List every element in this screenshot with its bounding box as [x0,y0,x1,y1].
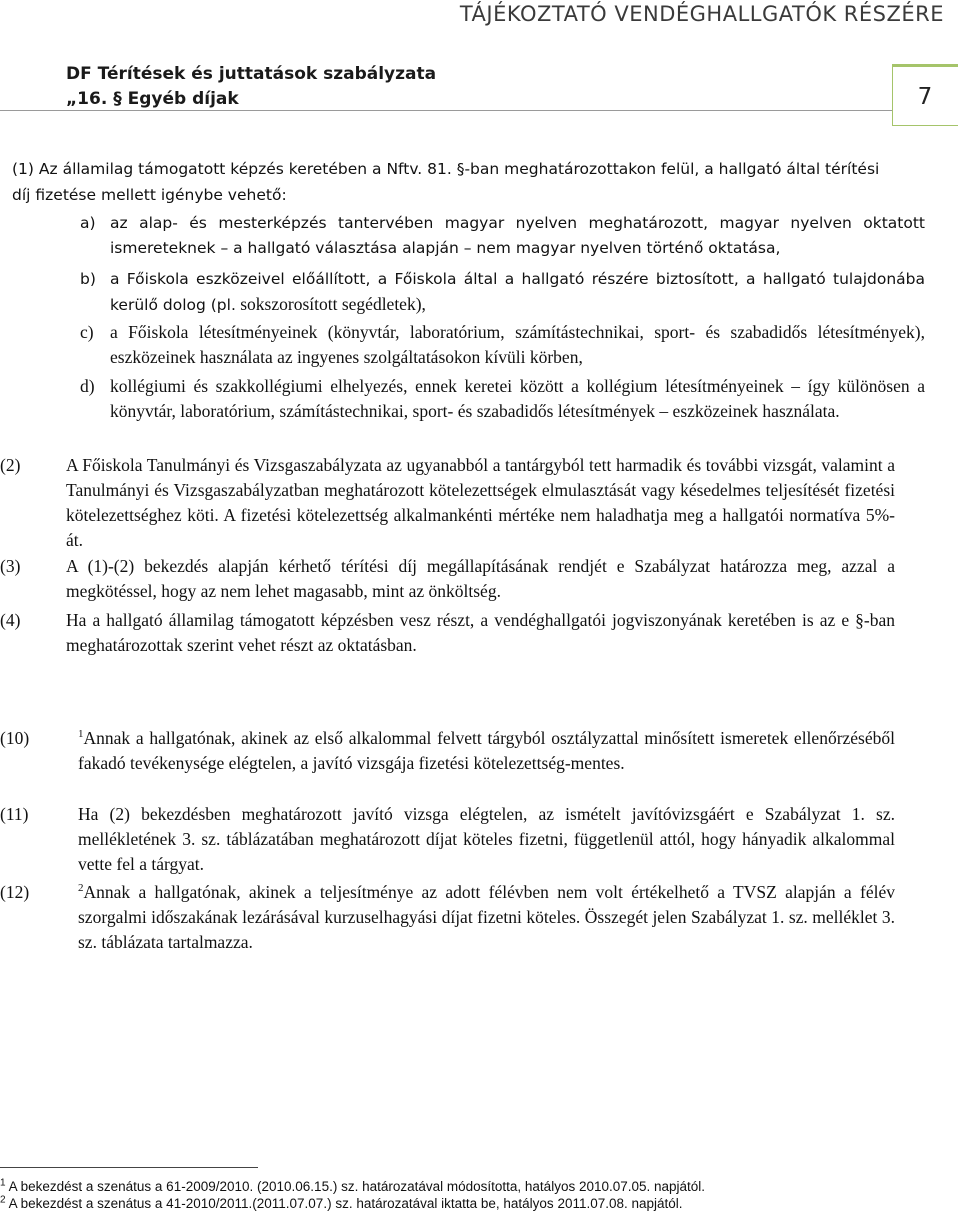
paragraph-4 [0,608,895,658]
footnote-ref-2[interactable]: 2 [78,882,84,895]
list-item-text: a Főiskola eszközeivel előállított, a Főiskola által a hallgató részére biztosított, a hallgató tulajdonába kerülő dolog (pl. [110,270,925,314]
paragraph-text: Ha a hallgató államilag támogatott képzésben vesz részt, a vendéghallgatói jogviszonyának keretében is az e §-ban meghatározottak szerint vehet részt az oktatásban. [66,610,895,655]
paragraph-text: A Főiskola Tanulmányi és Vizsgaszabályzata az ugyanabból a tantárgyból tett harmadik és további vizsgát, valamint a Tanulmányi és Vizsgaszabályzatban meghatározott kötelezettségek elmulasztását vagy késedelmes teljesítését fizetési kötelezettséghez köti. A fizetési kötelezettség alkalmankénti mértéke nem haladhatja meg a hallgatói normatíva 5%-át. [66,455,895,550]
footnote-number: 1 [0,1177,6,1189]
list-item-text: az alap- és mesterképzés tantervében magyar nyelven meghatározott, magyar nyelven oktatott ismereteknek – a hallgató választása alapján – nem magyar nyelven történő oktatása, [110,214,925,257]
paragraph-12 [0,880,895,955]
list-item-label: c) [80,322,94,342]
list-item-text: a Főiskola létesítményeinek (könyvtár, laboratórium, számítástechnikai, sport- és szabadidős létesítmények), eszközeinek használata az ingyenes szolgáltatásokon kívüli körben, [110,322,925,367]
header-divider [0,110,892,111]
footnote-text: A bekezdést a szenátus a 61-2009/2010. (2010.06.15.) sz. határozatával módosította, hatályos 2010.07.05. napjától. [8,1179,706,1194]
paragraph-label: (10) [0,728,30,748]
list-item-c [80,320,925,370]
list-item-label: d) [80,376,95,396]
document-top-title: TÁJÉKOZTATÓ VENDÉGHALLGATÓK RÉSZÉRE [459,2,944,26]
page-number: 7 [917,84,933,110]
list-item-a [80,211,925,261]
header-regulation-title: DF Térítések és juttatások szabályzata [66,64,437,84]
paragraph-text: Annak a hallgatónak, akinek az első alkalommal felvett tárgyból osztályzattal minősített ismeretek ellenőrzéséből fakadó tevékenysége elégtelen, a javító vizsgája fizetési kötelezettség-mentes. [78,728,895,773]
footnote-2 [0,1196,683,1211]
paragraph-label: (11) [0,804,29,824]
paragraph-text: Annak a hallgatónak, akinek a teljesítménye az adott félévben nem volt értékelhető a TVSZ alapján a félév szorgalmi időszakának lezárásával kurzuselhagyási díjat fizetni köteles. Összegét jelen Szabályzat 1. sz. melléklet 3. sz. táblázata tartalmazza. [78,882,895,952]
list-item-b [80,267,925,318]
paragraph-1 [12,156,896,208]
paragraph-1-label: (1) [12,160,34,178]
paragraph-2 [0,453,895,553]
list-item-text-continued: sokszorosított segédletek), [235,294,426,314]
paragraph-11 [0,802,895,877]
list-item-label: b) [80,270,96,288]
paragraph-label: (3) [0,556,21,576]
paragraph-10 [0,726,895,776]
header-section-title: „16. § Egyéb díjak [66,89,239,109]
paragraph-label: (2) [0,455,21,475]
paragraph-label: (4) [0,610,21,630]
paragraph-1-text: Az államilag támogatott képzés keretében a Nftv. 81. §-ban meghatározottakon felül, a hallgató által térítési díj fizetése mellett igénybe vehető: [12,160,880,204]
paragraph-text: A (1)-(2) bekezdés alapján kérhető térítési díj megállapításának rendjét e Szabályzat határozza meg, azzal a megkötéssel, hogy az nem lehet magasabb, mint az önköltség. [66,556,895,601]
list-item-text: kollégiumi és szakkollégiumi elhelyezés, ennek keretei között a kollégium létesítményeinek – így különösen a könyvtár, laboratórium, számítástechnikai, sport- és szabadidős létesítmények – eszközeinek használata. [110,376,925,421]
paragraph-text: Ha (2) bekezdésben meghatározott javító vizsga elégtelen, az ismételt javítóvizsgáért e Szabályzat 1. sz. mellékletének 3. sz. táblázatában meghatározott díjat köteles fizetni, függetlenül attól, hogy hányadik alkalommal vette fel a tárgyat. [78,804,895,874]
list-item-label: a) [80,214,96,232]
footnote-text: A bekezdést a szenátus a 41-2010/2011.(2011.07.07.) sz. határozatával iktatta be, hatályos 2011.07.08. napjától. [8,1196,683,1211]
footnote-1 [0,1179,705,1194]
paragraph-3 [0,554,895,604]
page-number-box-bottom [892,125,958,126]
footnote-divider [0,1167,258,1168]
paragraph-label: (12) [0,882,30,902]
footnote-ref-1[interactable]: 1 [78,728,84,741]
list-item-d [80,374,925,424]
page-number-box-top [892,64,958,67]
footnote-number: 2 [0,1194,6,1206]
